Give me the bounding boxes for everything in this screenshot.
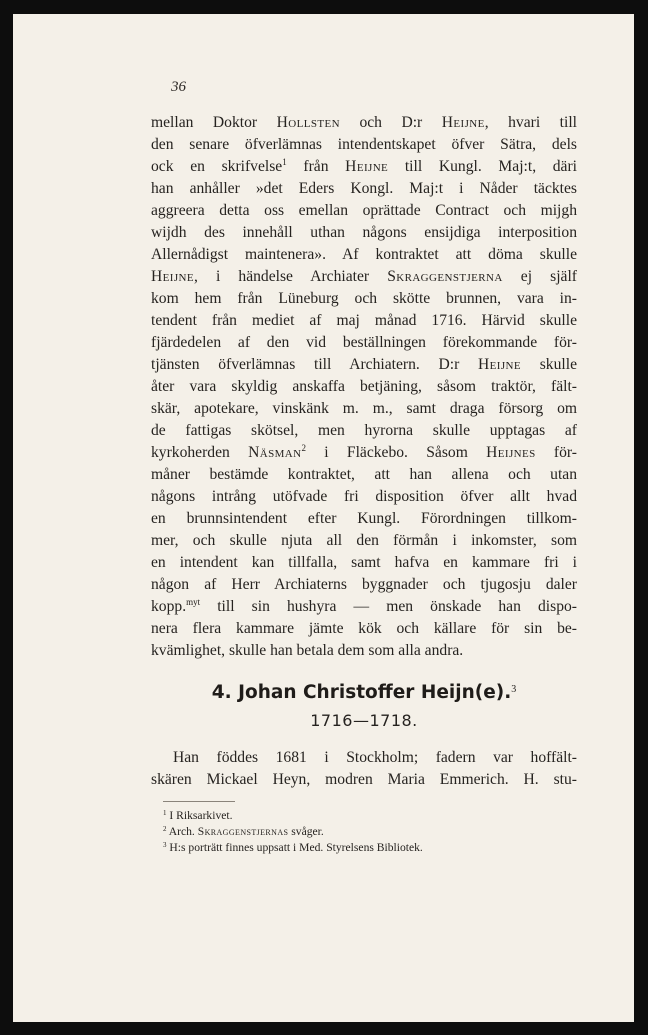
footnote-marker: 3	[163, 841, 167, 849]
text-run: fjärdedelen af den vid beställningen förekommande för-	[151, 334, 577, 351]
text-line	[151, 134, 577, 156]
text-line	[151, 574, 577, 596]
text-run: Arch.	[166, 825, 198, 838]
text-run: skären Mickael Heyn, modren Maria Emmerich. H. stu-	[151, 771, 577, 788]
text-run: för-	[535, 444, 577, 461]
text-run: wijdh des innehåll uthan någons ensijdiga interposition	[151, 224, 577, 241]
section-years: 1716—1718.	[310, 711, 418, 730]
text-run: i Fläckebo. Såsom	[306, 444, 487, 461]
text-run: Heijne	[478, 356, 522, 373]
text-line	[151, 486, 577, 508]
text-line	[151, 420, 577, 442]
text-line	[151, 266, 577, 288]
text-line	[151, 442, 577, 464]
footnote-marker: 1	[282, 157, 287, 167]
text-run: han anhåller »det Eders Kongl. Maj:t i Nåder täcktes	[151, 180, 577, 197]
footnote	[163, 840, 583, 856]
text-line	[151, 178, 577, 200]
text-line	[151, 769, 577, 791]
text-run: någons intrång utöfvade fri disposition öfver allt hvad	[151, 488, 577, 505]
section-footnote-marker: 3	[511, 684, 517, 695]
footnote-marker: 2	[163, 825, 167, 833]
text-run: kvämlighet, skulle han betala dem som alla andra.	[151, 642, 464, 659]
text-run: Allernådigst maintenera». Af kontraktet att döma skulle	[151, 246, 577, 263]
text-line	[151, 530, 577, 552]
text-run: åter vara skyldig anskaffa betjäning, såsom traktör, fält-	[151, 378, 577, 395]
text-line	[151, 156, 577, 178]
text-line	[151, 464, 577, 486]
text-run: kyrkoherden	[151, 444, 249, 461]
footnotes	[163, 808, 583, 856]
text-line	[151, 354, 577, 376]
text-run: en intendent kan tillfalla, samt hafva en kammare fri i	[151, 554, 577, 571]
text-run: kom hem från Lüneburg och skötte brunnen, vara in-	[151, 290, 577, 307]
text-run: och D:r	[339, 114, 442, 131]
text-run: I Riksarkivet.	[166, 809, 233, 822]
text-run: mellan Doktor	[151, 114, 277, 131]
text-run: någon af Herr Archiaterns byggnader och tjugosju daler	[151, 576, 577, 593]
text-run: H:s porträtt finnes uppsatt i Med. Styrelsens Bibliotek.	[166, 841, 423, 854]
text-run: Näsman	[248, 444, 302, 461]
text-line	[151, 552, 577, 574]
text-line	[151, 376, 577, 398]
body-paragraph-2	[151, 747, 577, 791]
text-line	[151, 310, 577, 332]
text-run: Skraggenstjernas	[197, 825, 289, 838]
footnote-marker: 1	[163, 809, 167, 817]
text-line	[151, 508, 577, 530]
footnote	[163, 808, 583, 824]
text-run: Heijne	[441, 114, 485, 131]
footnote-divider	[163, 801, 235, 802]
text-run: till Kungl. Maj:t, däri	[388, 158, 578, 175]
text-line	[151, 112, 577, 134]
text-run: Heijne	[151, 268, 194, 285]
page-number: 36	[171, 79, 186, 95]
text-run: mer, och skulle njuta all den förmån i inkomster, som	[151, 532, 577, 549]
text-line	[151, 222, 577, 244]
text-run: kopp.	[151, 598, 187, 615]
text-run: Skraggenstjerna	[387, 268, 503, 285]
text-line	[151, 747, 577, 769]
text-run: tjänsten öfverlämnas till Archiatern. D:r	[151, 356, 479, 373]
text-line	[151, 288, 577, 310]
text-run: de fattigas skötsel, men hyrorna skulle upptagas af	[151, 422, 577, 439]
text-line	[151, 200, 577, 222]
section-number: 4.	[211, 682, 232, 703]
text-run: en brunnsintendent efter Kungl. Förordningen tillkom-	[151, 510, 577, 527]
footnote	[163, 824, 583, 840]
text-run: nera flera kammare jämte kök och källare för sin be-	[151, 620, 577, 637]
text-run: till sin hushyra — men önskade han dispo-	[200, 598, 577, 615]
text-run: Heijne	[345, 158, 389, 175]
text-run: Hollsten	[276, 114, 340, 131]
text-run: , hvari till	[484, 114, 577, 131]
section-title: Johan Christoffer Heijn(e).	[238, 682, 512, 703]
text-run: skulle	[521, 356, 577, 373]
text-run: svåger.	[288, 825, 324, 838]
text-line	[151, 596, 577, 618]
text-line	[151, 244, 577, 266]
text-run: aggreera detta oss emellan oprättade Contract och mijgh	[151, 202, 577, 219]
text-run: tendent från mediet af maj månad 1716. Härvid skulle	[151, 312, 577, 329]
text-run: , i händelse Archiater	[194, 268, 388, 285]
footnote-marker: 2	[301, 443, 306, 453]
body-paragraph-1	[151, 112, 577, 662]
text-line	[151, 618, 577, 640]
section-heading	[151, 682, 577, 703]
text-run: Heijnes	[486, 444, 536, 461]
text-line	[151, 332, 577, 354]
text-run: den senare öfverlämnas intendentskapet öfver Sätra, dels	[151, 136, 577, 153]
text-run: från	[286, 158, 346, 175]
footnote-marker: myt	[186, 597, 201, 607]
text-run: måner bestämde kontraktet, att han allena och utan	[151, 466, 577, 483]
text-run: Han föddes 1681 i Stockholm; fadern var hoffält-	[173, 749, 577, 766]
text-run: ej själf	[502, 268, 577, 285]
text-line	[151, 398, 577, 420]
text-line	[151, 640, 577, 662]
text-run: skär, apotekare, vinskänk m. m., samt draga försorg om	[151, 400, 577, 417]
text-run: ock en skrifvelse	[151, 158, 283, 175]
